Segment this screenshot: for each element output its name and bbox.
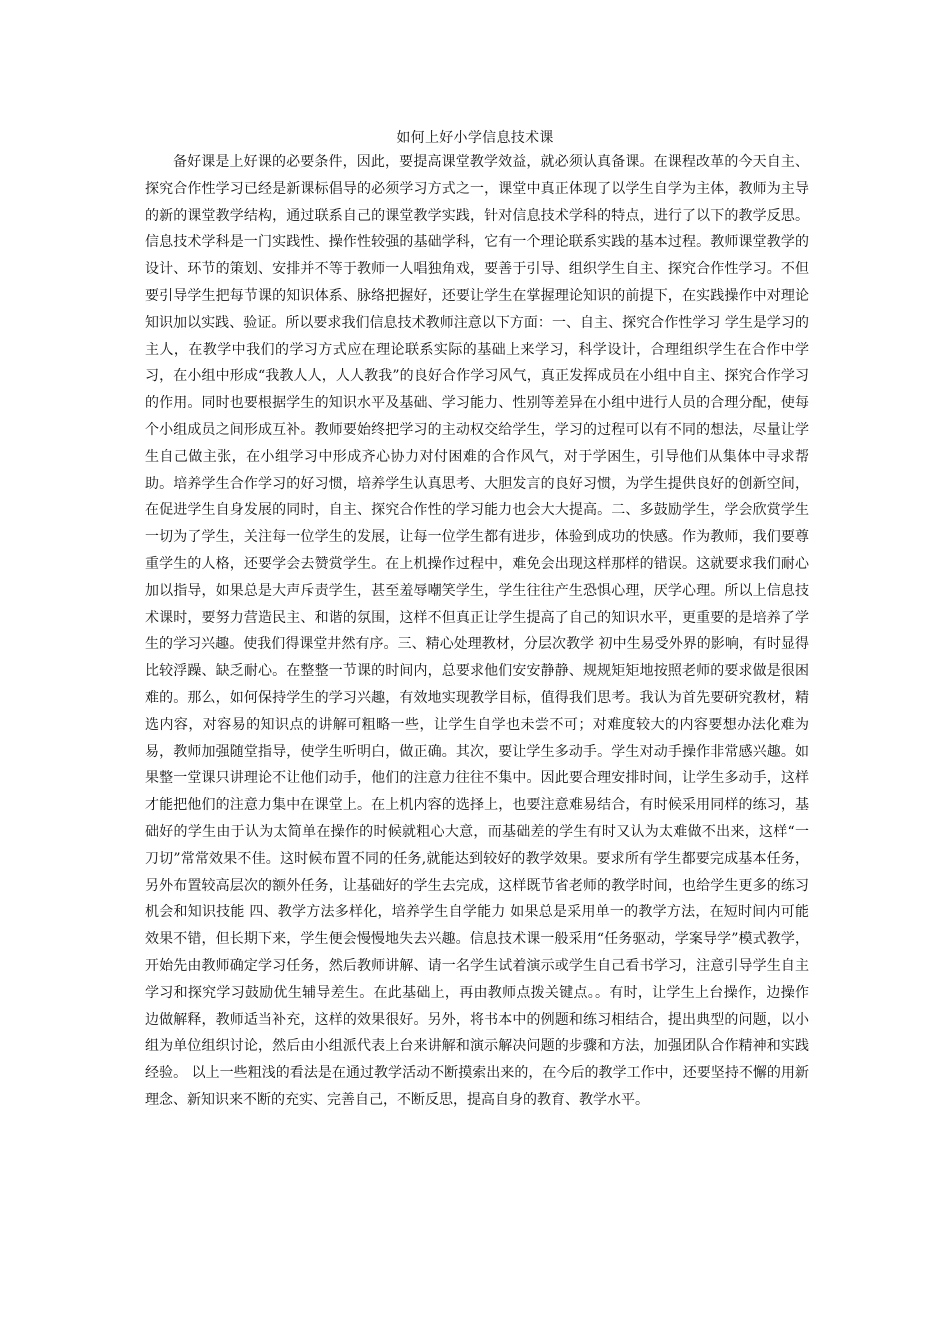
- document-body-paragraph: 备好课是上好课的必要条件，因此，要提高课堂教学效益，就必须认真备课。在课程改革的今天自主、探究合作性学习已经是新课标倡导的必须学习方式之一，课堂中真正体现了以学生自学为主体，教师为主导的新的课堂教学结构，通过联系自己的课堂教学实践，针对信息技术学科的特点，进行了以下的教学反思。信息技术学科是一门实践性、操作性较强的基础学科，它有一个理论联系实践的基本过程。教师课堂教学的设计、环节的策划、安排并不等于教师一人唱独角戏，要善于引导、组织学生自主、探究合作性学习。不但要引导学生把每节课的知识体系、脉络把握好，还要让学生在掌握理论知识的前提下，在实践操作中对理论知识加以实践、验证。所以要求我们信息技术教师注意以下方面：一、自主、探究合作性学习 学生是学习的主人，在教学中我们的学习方式应在理论联系实际的基础上来学习，科学设计，合理组织学生在合作中学习，在小组中形成“我教人人，人人教我”的良好合作学习风气，真正发挥成员在小组中自主、探究合作学习的作用。同时也要根据学生的知识水平及基础、学习能力、性别等差异在小组中进行人员的合理分配，使每个小组成员之间形成互补。教师要始终把学习的主动权交给学生，学习的过程可以有不同的想法，尽量让学生自己做主张，在小组学习中形成齐心协力对付困难的合作风气，对于学困生，引导他们从集体中寻求帮助。培养学生合作学习的好习惯，培养学生认真思考、大胆发言的良好习惯，为学生提供良好的创新空间，在促进学生自身发展的同时，自主、探究合作性的学习能力也会大大提高。二、多鼓励学生，学会欣赏学生 一切为了学生，关注每一位学生的发展，让每一位学生都有进步，体验到成功的快感。作为教师，我们要尊重学生的人格，还要学会去赞赏学生。在上机操作过程中，难免会出现这样那样的错误。这就要求我们耐心加以指导，如果总是大声斥责学生，甚至羞辱嘲笑学生，学生往往产生恐惧心理，厌学心理。所以上信息技术课时，要努力营造民主、和谐的氛围，这样不但真正让学生提高了自己的知识水平，更重要的是培养了学生的学习兴趣。使我们得课堂井然有序。三、精心处理教材，分层次教学 初中生易受外界的影响，有时显得比较浮躁、缺乏耐心。在整整一节课的时间内，总要求他们安安静静、规规矩矩地按照老师的要求做是很困难的。那么，如何保持学生的学习兴趣，有效地实现教学目标，值得我们思考。我认为首先要研究教材，精选内容，对容易的知识点的讲解可粗略一些，让学生自学也未尝不可；对难度较大的内容要想办法化难为易，教师加强随堂指导，使学生听明白，做正确。其次，要让学生多动手。学生对动手操作非常感兴趣。如果整一堂课只讲理论不让他们动手，他们的注意力往往不集中。因此要合理安排时间，让学生多动手，这样才能把他们的注意力集中在课堂上。在上机内容的选择上，也要注意难易结合，有时候采用同样的练习，基础好的学生由于认为太简单在操作的时候就粗心大意，而基础差的学生有时又认为太难做不出来，这样“一刀切”常常效果不佳。这时候布置不同的任务,就能达到较好的教学效果。要求所有学生都要完成基本任务，另外布置较高层次的额外任务，让基础好的学生去完成，这样既节省老师的教学时间，也给学生更多的练习机会和知识技能 四、教学方法多样化，培养学生自学能力 如果总是采用单一的教学方法，在短时间内可能效果不错，但长期下来，学生便会慢慢地失去兴趣。信息技术课一般采用“任务驱动，学案导学”模式教学，开始先由教师确定学习任务，然后教师讲解、请一名学生试着演示或学生自己看书学习，注意引导学生自主学习和探究学习鼓励优生辅导差生。在此基础上，再由教师点拨关键点。。有时，让学生上台操作，边操作边做解释，教师适当补充，这样的效果很好。另外，将书本中的例题和练习相结合，提出典型的问题，以小组为单位组织讨论，然后由小组派代表上台来讲解和演示解决问题的步骤和方法，加强团队合作精神和实践经验。 以上一些粗浅的看法是在通过教学活动不断摸索出来的，在今后的教学工作中，还要坚持不懈的用新理念、新知识来不断的充实、完善自己，不断反思，提高自身的教育、教学水平。: [145, 154, 809, 1108]
- document-title: 如何上好小学信息技术课: [396, 130, 554, 146]
